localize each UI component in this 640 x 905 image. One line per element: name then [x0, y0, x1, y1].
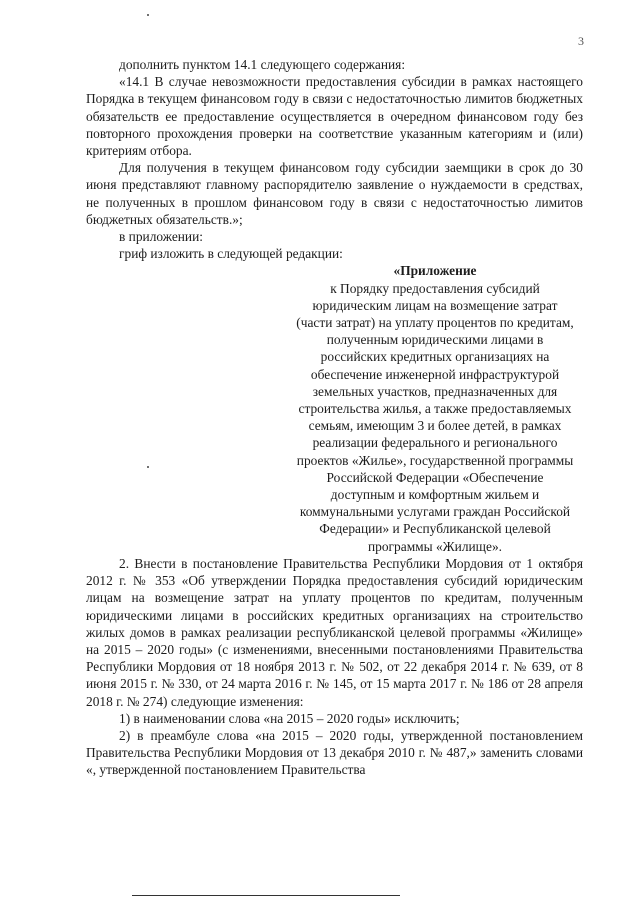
paragraph: дополнить пунктом 14.1 следующего содержания: [119, 57, 406, 72]
appendix-stamp [294, 262, 576, 554]
paragraph: 2. Внести в постановление Правительства Республики Мордовия от 1 октября 2012 г. № 353 «Об утверждении Порядка предоставления субсидий юридическим лицам на возмещение затрат на уплату процентов по кредитам, полученным юридическими лицами в российских кредитных организациях на строительство жилых домов в рамках реализации республиканской целевой программы «Жилище» на 2015 – 2020 годы» (с изменениями, внесенными постановлениями Правительства Республики Мордовия от 18 ноября 2013 г. № 502, от 22 декабря 2014 г. № 639, от 8 июня 2015 г. № 330, от 24 марта 2016 г. № 145, от 15 марта 2017 г. № 186 от 28 апреля 2018 г. № 274) следующие изменения: [86, 555, 583, 709]
scan-speck [147, 14, 149, 16]
paragraph: 2) в преамбуле слова «на 2015 – 2020 годы, утвержденной постановлением Правительства Республики Мордовия от 13 декабря 2010 г. № 487,» заменить словами «, утвержденной постановлением Правительства [86, 727, 583, 778]
document-body [86, 56, 583, 779]
page-number: 3 [578, 34, 584, 48]
paragraph: Для получения в текущем финансовом году субсидии заемщики в срок до 30 июня представляют главному распорядителю заявление о нуждаемости в средствах, не полученных в прошлом финансовом году в связи с недостаточностью лимитов бюджетных обязательств.»; [86, 160, 583, 227]
appendix-text: к Порядку предоставления субсидий юридическим лицам на возмещение затрат (части затрат) на уплату процентов по кредитам, полученным юридическими лицами в российских кредитных организациях на обеспечение инженерной инфраструктурой земельных участков, предназначенных для строительства жилья, а также предоставляемых семьям, имеющим 3 и более детей, в рамках реализации федерального и регионального проектов «Жилье», государственной программы Российской Федерации «Обеспечение доступным и комфортным жильем и коммунальными услугами граждан Российской Федерации» и Республиканской целевой программы «Жилище». [296, 280, 574, 554]
paragraph: 1) в наименовании слова «на 2015 – 2020 годы» исключить; [119, 710, 460, 726]
paragraph: гриф изложить в следующей редакции: [119, 246, 343, 262]
footer-rule [132, 895, 400, 896]
paragraph: «14.1 В случае невозможности предоставления субсидии в рамках настоящего Порядка в текущем финансовом году в связи с недостаточностью лимитов бюджетных обязательств ее предоставление осуществляется в очередном финансовом году без повторного прохождения проверки на соответствие указанным категориям и (или) критериям отбора. [86, 74, 583, 159]
paragraph: в приложении: [119, 229, 203, 245]
appendix-heading: «Приложение [393, 263, 477, 279]
